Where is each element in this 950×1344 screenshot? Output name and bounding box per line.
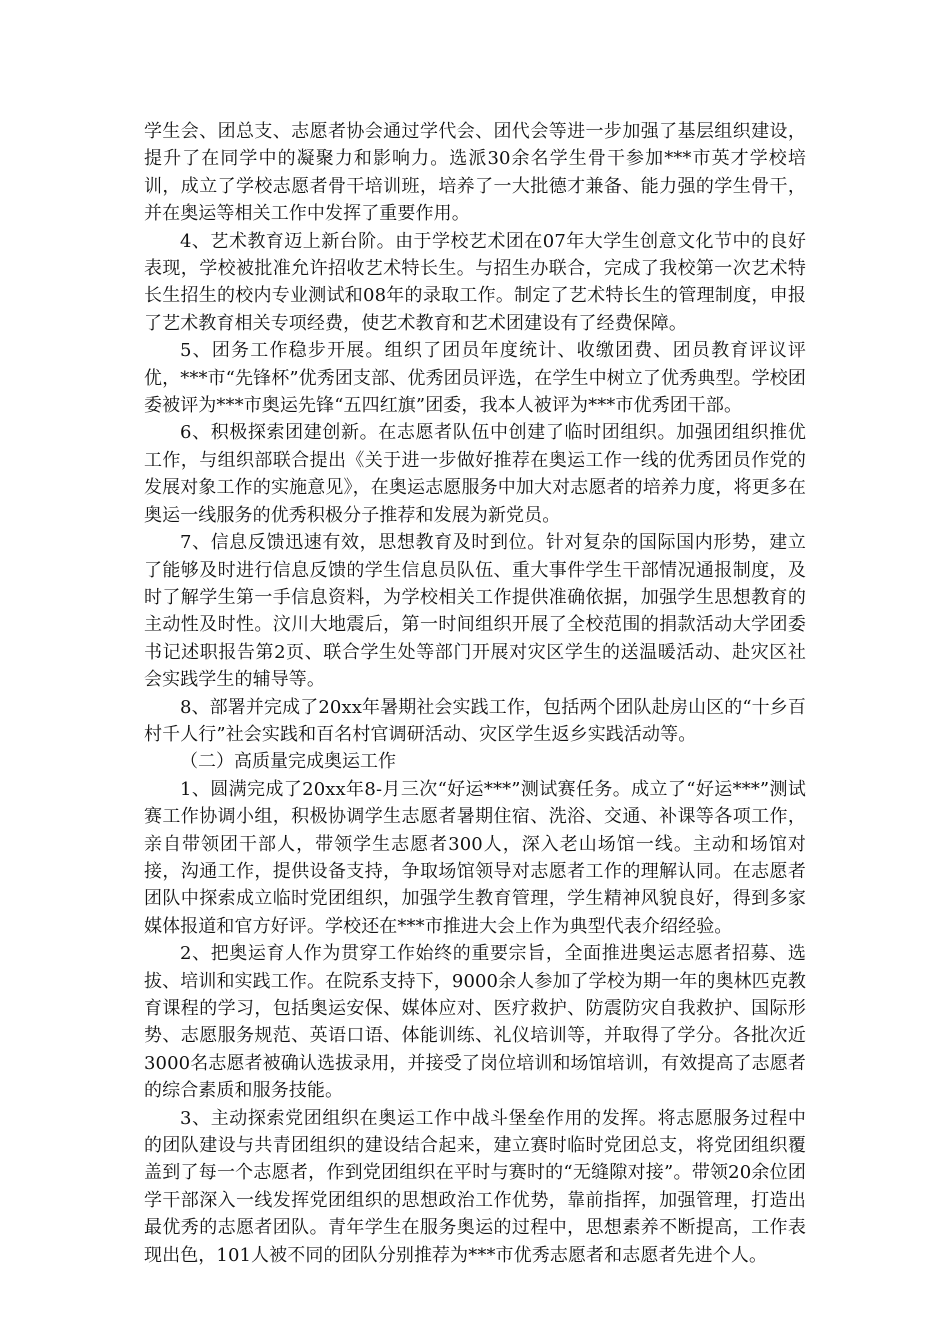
section-heading-olympics: （二）高质量完成奥运工作 <box>180 751 396 773</box>
paragraph-information-feedback: 7、信息反馈迅速有效，思想教育及时到位。针对复杂的国际国内形势，建立了能够及时进行信息反馈的学生信息员队伍、重大事件学生干部情况通报制度，及时了解学生第一手信息资料，为学校相关工作提供准确依据，加强学生思想教育的主动性及时性。汶川大地震后，第一时间组织开展了全校范围的捐款活动大学团委书记述职报告第2页、联合学生处等部门开展对灾区学生的送温暖活动、赴灾区社会实践学生的辅导等。 <box>144 532 806 691</box>
paragraph-league-innovation: 6、积极探索团建创新。在志愿者队伍中创建了临时团组织。加强团组织推优工作，与组织部联合提出《关于进一步做好推荐在奥运工作一线的优秀团员作党的发展对象工作的实施意见》，在奥运志愿服务中加大对志愿者的培养力度，将更多在奥运一线服务的优秀积极分子推荐和发展为新党员。 <box>144 422 806 526</box>
paragraph-party-league-role: 3、主动探索党团组织在奥运工作中战斗堡垒作用的发挥。将志愿服务过程中的团队建设与共青团组织的建设结合起来，建立赛时临时党团总支，将党团组织覆盖到了每一个志愿者，作到党团组织在平时与赛时的“无缝隙对接”。带领20余位团学干部深入一线发挥党团组织的思想政治工作优势，靠前指挥，加强管理，打造出最优秀的志愿者团队。青年学生在服务奥运的过程中，思想素养不断提高，工作表现出色，101人被不同的团队分别推荐为***市优秀志愿者和志愿者先进个人。 <box>144 1107 806 1266</box>
paragraph-league-affairs: 5、团务工作稳步开展。组织了团员年度统计、收缴团费、团员教育评议评优，***市“先锋杯”优秀团支部、优秀团员评选，在学生中树立了优秀典型。学校团委被评为***市奥运先锋“五四红旗”团委，我本人被评为***市优秀团干部。 <box>144 340 806 417</box>
document-body <box>144 118 806 1269</box>
paragraph-art-education: 4、艺术教育迈上新台阶。由于学校艺术团在07年大学生创意文化节中的良好表现，学校被批准允许招收艺术特长生。与招生办联合，完成了我校第一次艺术特长生招生的校内专业测试和08年的录取工作。制定了艺术特长生的管理制度，申报了艺术教育相关专项经费，使艺术教育和艺术团建设有了经费保障。 <box>144 230 806 334</box>
paragraph-test-events: 1、圆满完成了20xx年8-月三次“好运***”测试赛任务。成立了“好运***”测试赛工作协调小组，积极协调学生志愿者暑期住宿、洗浴、交通、补课等各项工作，亲自带领团干部人，带领学生志愿者300人，深入老山场馆一线。主动和场馆对接，沟通工作，提供设备支持，争取场馆领导对志愿者工作的理解认同。在志愿者团队中探索成立临时党团组织，加强学生教育管理，学生精神风貌良好，得到多家媒体报道和官方好评。学校还在***市推进大会上作为典型代表介绍经验。 <box>144 778 806 937</box>
paragraph-student-organizations: 学生会、团总支、志愿者协会通过学代会、团代会等进一步加强了基层组织建设，提升了在同学中的凝聚力和影响力。选派30余名学生骨干参加***市英才学校培训，成立了学校志愿者骨干培训班，培养了一大批德才兼备、能力强的学生骨干，并在奥运等相关工作中发挥了重要作用。 <box>144 121 806 225</box>
paragraph-olympic-education: 2、把奥运育人作为贯穿工作始终的重要宗旨，全面推进奥运志愿者招募、选拔、培训和实践工作。在院系支持下，9000余人参加了学校为期一年的奥林匹克教育课程的学习，包括奥运安保、媒体应对、医疗救护、防震防灾自我救护、国际形势、志愿服务规范、英语口语、体能训练、礼仪培训等，并取得了学分。各批次近3000名志愿者被确认选拔录用，并接受了岗位培训和场馆培训，有效提高了志愿者的综合素质和服务技能。 <box>144 943 806 1102</box>
paragraph-summer-practice: 8、部署并完成了20xx年暑期社会实践工作，包括两个团队赴房山区的“十乡百村千人行”社会实践和百名村官调研活动、灾区学生返乡实践活动等。 <box>144 696 806 745</box>
